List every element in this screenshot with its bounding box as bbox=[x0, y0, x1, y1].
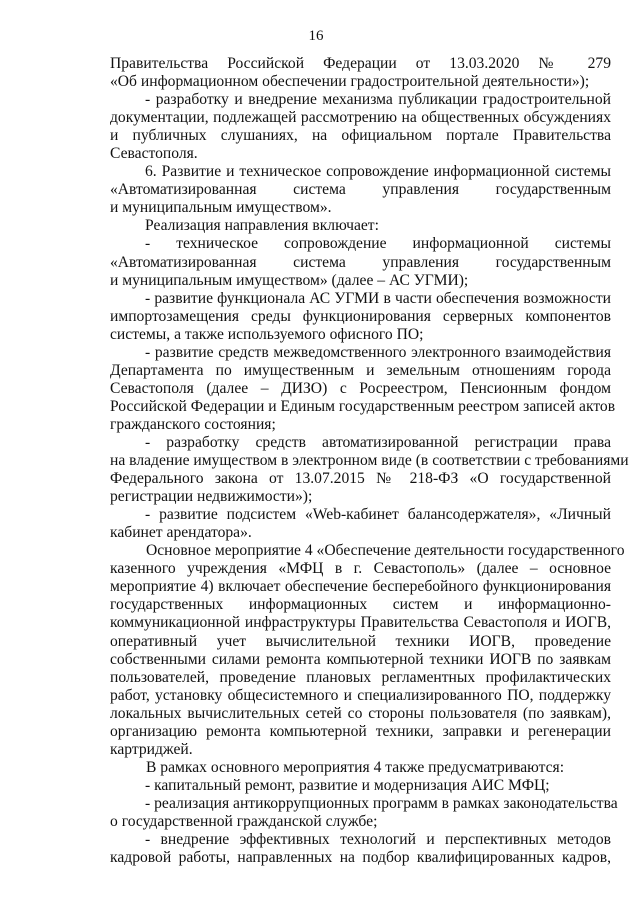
text-line: - реализация антикоррупционных программ в рамках законодательства bbox=[145, 794, 618, 812]
text-line: казенного учреждения «МФЦ в г. Севастополь» (далее – основное bbox=[110, 560, 611, 578]
text-line: пользователей, проведение плановых регламентных профилактических bbox=[110, 668, 611, 686]
text-line: «Автоматизированная система управления государственным bbox=[110, 181, 611, 199]
text-line: мероприятие 4) включает обеспечение бесперебойного функционирования bbox=[110, 578, 611, 596]
text-line: картриджей. bbox=[110, 740, 193, 758]
page-number: 16 bbox=[308, 28, 324, 44]
text-line: системы, а также используемого офисного ПО; bbox=[110, 325, 424, 343]
text-line: «Об информационном обеспечении градостроительной деятельности»); bbox=[110, 73, 590, 91]
text-line: работ, установку общесистемного и специализированного ПО, поддержку bbox=[110, 686, 611, 704]
text-line: Правительства Российской Федерации от 13.03.2020 № 279 bbox=[110, 55, 611, 72]
text-line: Российской Федерации и Единым государственным реестром записей актов bbox=[110, 397, 616, 415]
text-line: коммуникационной инфраструктуры Правительства Севастополя и ИОГВ, bbox=[110, 614, 611, 632]
text-line: собственными силами ремонта компьютерной техники ИОГВ по заявкам bbox=[110, 650, 611, 668]
text-line: оперативный учет вычислительной техники ИОГВ, проведение bbox=[110, 632, 611, 650]
text-line: и муниципальным имуществом». bbox=[110, 199, 332, 217]
text-line: Севастополя. bbox=[110, 145, 198, 163]
text-line: и публичных слушаниях, на официальном портале Правительства bbox=[110, 127, 611, 145]
text-line: «Автоматизированная система управления государственным bbox=[110, 253, 611, 271]
text-line: Департамента по имущественным и земельным отношениям города bbox=[110, 361, 611, 379]
text-line: - развитие подсистем «Web-кабинет балансодержателя», «Личный bbox=[145, 506, 611, 524]
text-line: - развитие функционала АС УГМИ в части обеспечения возможности bbox=[145, 289, 611, 307]
text-line: о государственной гражданской службе; bbox=[110, 812, 378, 830]
text-line: - техническое сопровождение информационной системы bbox=[145, 235, 611, 253]
text-line: - разработку средств автоматизированной регистрации права bbox=[145, 433, 611, 451]
text-line: государственных информационных систем и информационно- bbox=[110, 596, 611, 614]
text-line: - разработку и внедрение механизма публикации градостроительной bbox=[145, 91, 611, 109]
text-line: - развитие средств межведомственного электронного взаимодействия bbox=[145, 343, 611, 361]
text-line: В рамках основного мероприятия 4 также предусматриваются: bbox=[146, 758, 565, 776]
text-line: организацию ремонта компьютерной техники, заправки и регенерации bbox=[110, 722, 611, 740]
text-line: Севастополя (далее – ДИЗО) с Росреестром, Пенсионным фондом bbox=[110, 379, 611, 397]
text-line: Основное мероприятие 4 «Обеспечение деятельности государственного bbox=[146, 542, 625, 560]
text-line: - капитальный ремонт, развитие и модернизация АИС МФЦ; bbox=[145, 776, 550, 794]
text-line: импортозамещения среды функционирования серверных компонентов bbox=[110, 307, 611, 325]
text-line: локальных вычислительных сетей со стороны пользователя (по заявкам), bbox=[110, 704, 611, 722]
text-line: 6. Развитие и техническое сопровождение информационной системы bbox=[145, 163, 611, 181]
text-line: кабинет арендатора». bbox=[110, 524, 252, 542]
text-line: и муниципальным имуществом» (далее – АС УГМИ); bbox=[110, 271, 469, 289]
text-line: гражданского состояния; bbox=[110, 415, 276, 433]
text-line: Реализация направления включает: bbox=[145, 217, 379, 235]
text-line: документации, подлежащей рассмотрению на общественных обсуждениях bbox=[110, 109, 611, 127]
document-body bbox=[110, 55, 629, 867]
text-line: кадровой работы, направленных на подбор квалифицированных кадров, bbox=[110, 849, 611, 867]
text-line: на владение имуществом в электронном виде (в соответствии с требованиями bbox=[110, 452, 629, 470]
text-line: регистрации недвижимости»); bbox=[110, 488, 313, 506]
text-line: Федерального закона от 13.07.2015 № 218-ФЗ «О государственной bbox=[110, 470, 611, 488]
text-line: - внедрение эффективных технологий и перспективных методов bbox=[145, 831, 611, 849]
